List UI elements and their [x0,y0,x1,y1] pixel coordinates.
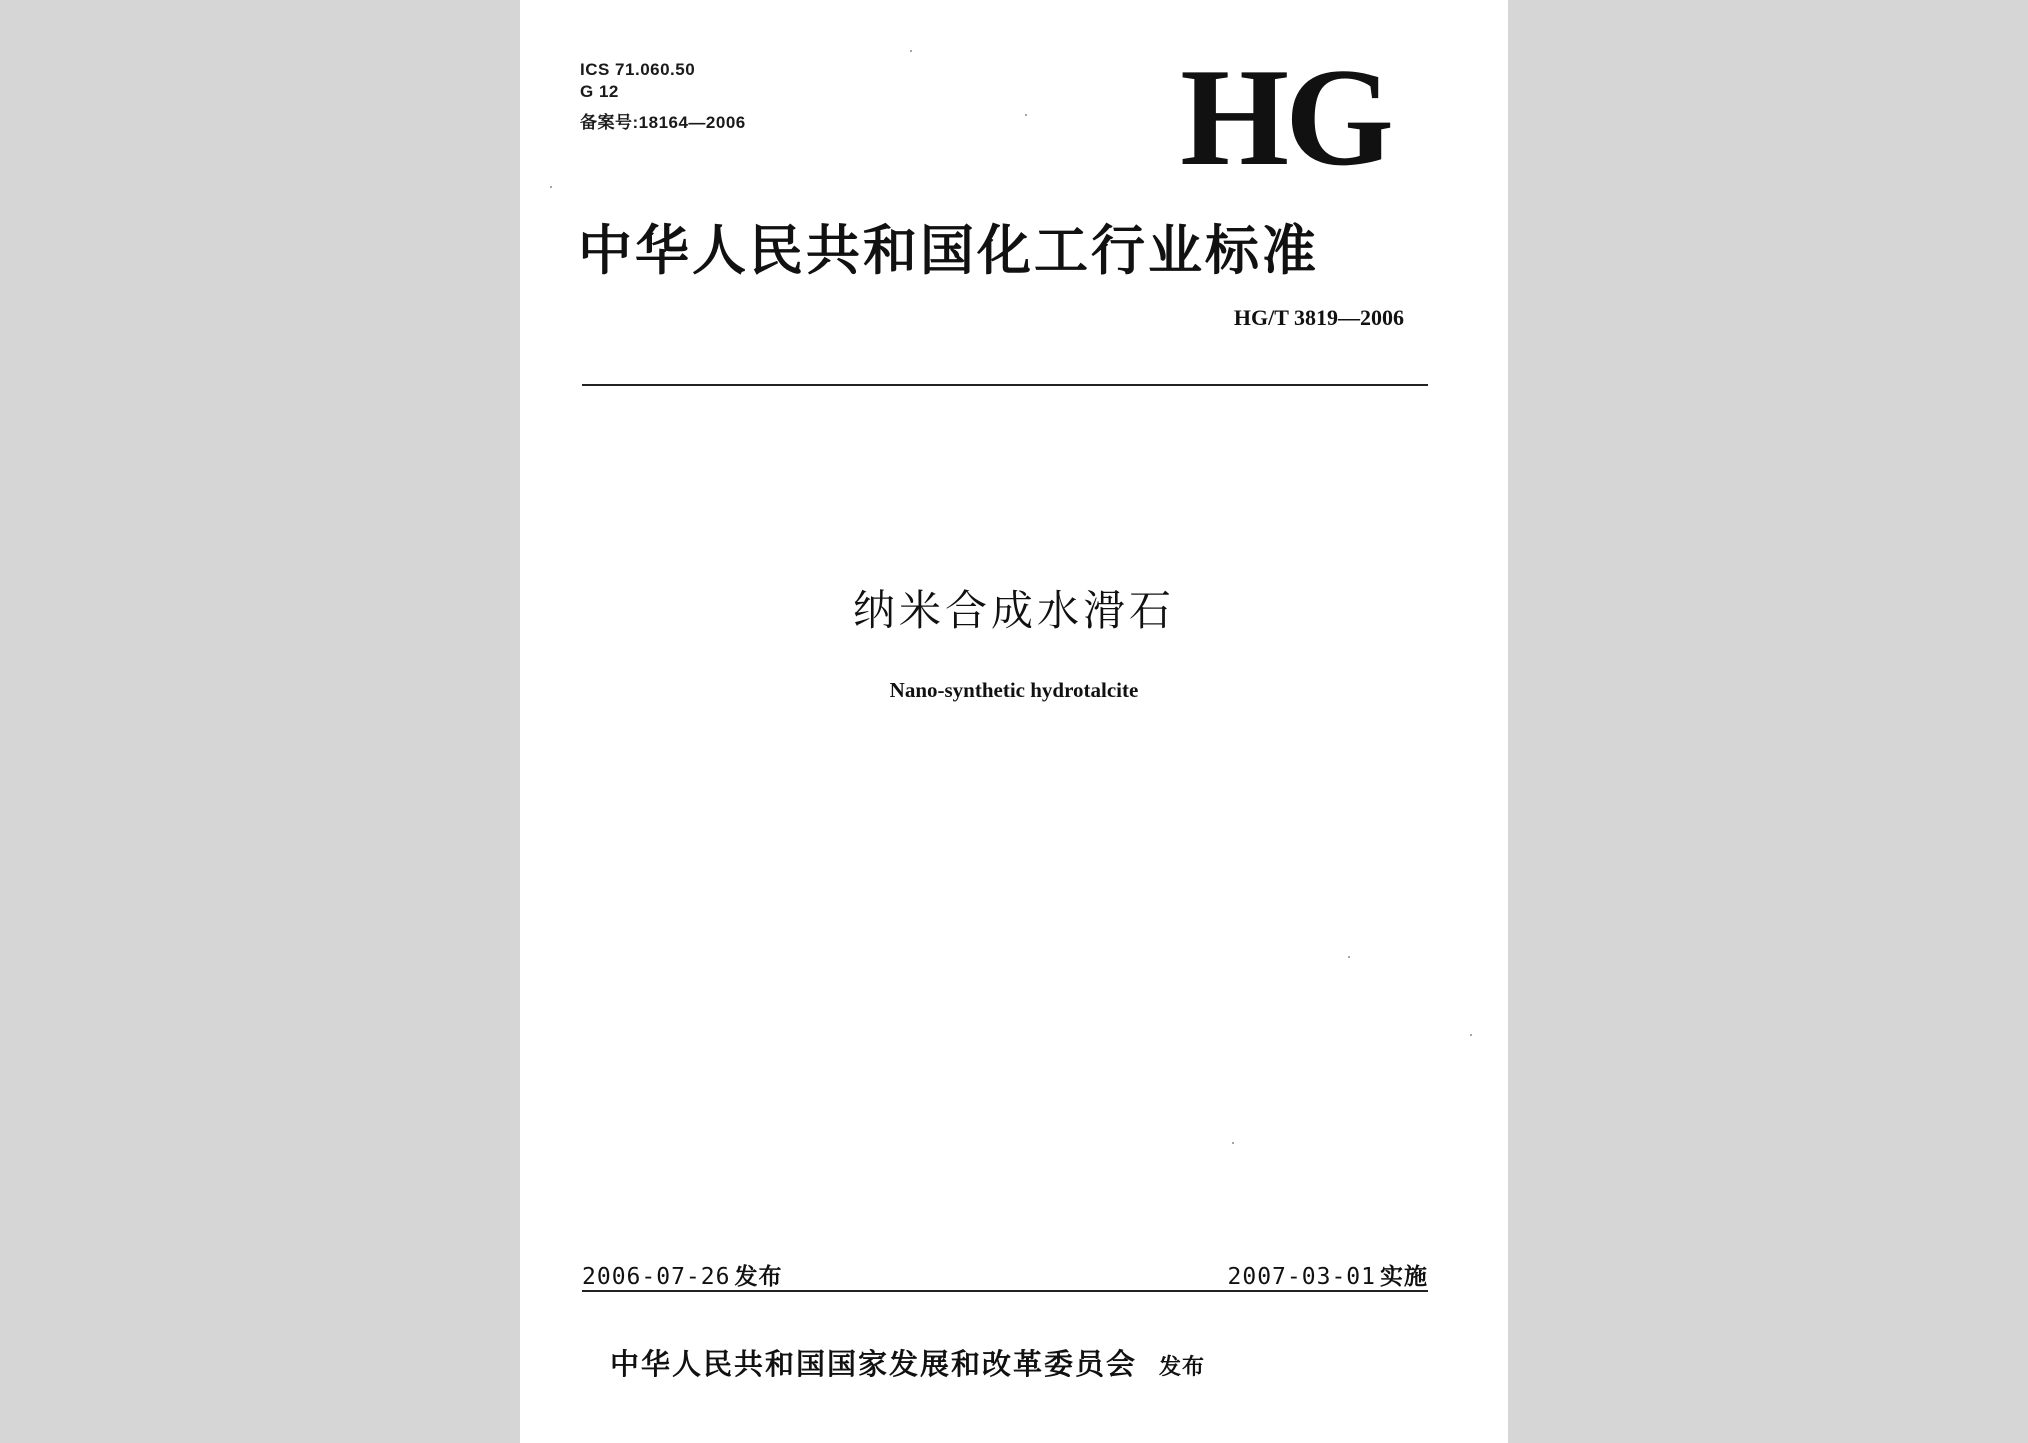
hg-logo: HG [1180,40,1390,195]
header-divider [582,384,1428,386]
document-title-chinese: 纳米合成水滑石 [852,586,1175,635]
footer-divider [582,1290,1428,1292]
scan-speck [1470,1034,1472,1036]
scan-speck [1232,1142,1234,1144]
publisher-line [610,1342,1205,1383]
document-page [520,0,1508,1443]
standard-number: HG/T 3819—2006 [1233,305,1404,330]
issue-label: 发布 [734,1264,783,1290]
scan-speck [910,50,912,52]
implementation-label: 实施 [1380,1264,1428,1290]
document-title-english: Nano-synthetic hydrotalcite [889,678,1139,702]
implementation-date: 2007-03-01 [1227,1264,1376,1290]
scan-speck [1348,956,1350,958]
registration-number: 备案号:18164—2006 [580,113,746,132]
ics-code: ICS 71.060.50 [580,60,696,79]
implementation-date-line [1228,1258,1428,1291]
issue-date: 2006-07-26 [582,1264,731,1290]
classification-code: G 12 [580,82,619,101]
organization-title: 中华人民共和国化工行业标准 [578,219,1319,282]
scan-speck [1025,114,1027,116]
publisher-name: 中华人民共和国国家发展和改革委员会 [610,1347,1138,1381]
scan-speck [550,186,552,188]
issue-date-line [582,1258,782,1291]
publisher-label: 发布 [1159,1355,1206,1380]
